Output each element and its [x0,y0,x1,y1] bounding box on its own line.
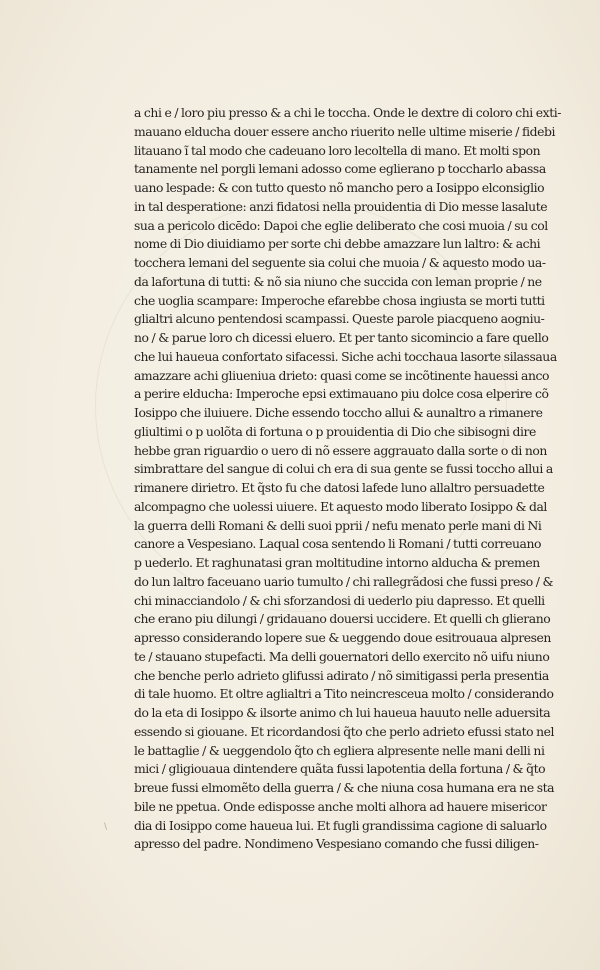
text-line: che benche perlo adrieto glifussi adirato / nõ simitigassi perla presentia [134,667,549,683]
text-line: dia di Iosippo come haueua lui. Et fugli grandissima cagione di saluarlo [134,817,547,833]
text-line: mauano elducha douer essere ancho riuerito nelle ultime miserie / fidebi [134,123,556,139]
text-block [134,104,564,854]
text-line: no / & parue loro ch dicessi eluero. Et per tanto sicomincio a fare quello [134,330,549,345]
text-line: amazzare achi gliueniua drieto: quasi come se incõtinente hauessi anco [134,367,549,383]
text-line: da lafortuna di tutti: & nõ sia niuno che succida con leman proprie / ne [134,273,542,289]
text-line: sua a pericolo dicēdo: Dapoi che eglie deliberato che cosi muoia / su col [134,217,548,233]
text-line: do la eta di Iosippo & ilsorte animo ch lui haueua hauuto nelle aduersita [134,705,551,720]
text-line: apresso del padre. Nondimeno Vespesiano comando che fussi diligen- [134,836,539,852]
text-line: hebbe gran riguardio o uero di nõ essere aggrauato dalla sorte o di non [134,442,547,458]
text-line: nome di Dio diuidiamo per sorte chi debbe amazzare lun laltro: & achi [134,236,541,252]
text-line: glialtri alcuno pentendosi scampassi. Queste parole piacqueno aogniu- [134,311,545,327]
text-line: che uoglia scampare: Imperoche efarebbe chosa ingiusta se morti tutti [134,292,545,308]
text-line: Iosippo che iluiuere. Diche essendo toccho allui & aunaltro a rimanere [134,405,543,420]
text-line: canore a Vespesiano. Laqual cosa sentendo li Romani / tutti correuano [134,536,541,552]
text-line: rimanere dirietro. Et q̃sto fu che datosi lafede luno allaltro persuadette [134,480,545,495]
text-line: litauano ĩ tal modo che cadeuano loro lecoltella di mano. Et molti spon [134,142,541,158]
text-line: mici / gligiouaua dintendere quãta fussi lapotentia della fortuna / & q̃to [134,761,546,777]
text-line: essendo si giouane. Et ricordandosi q̃to che perlo adrieto efussi stato nel [134,723,555,739]
text-line: tocchera lemani del seguente sia colui che muoia / & aquesto modo ua- [134,255,546,270]
text-line: simbrattare del sangue di colui ch era di sua gente se fussi toccho allui a [134,461,553,477]
text-line: do lun laltro faceuano uario tumulto / chi rallegrãdosi che fussi preso / & [134,573,554,589]
text-line: le battaglie / & ueggendolo q̃to ch egliera alpresente nelle mani delli ni [134,742,545,758]
text-line: bile ne ppetua. Onde edisposse anche molti alhora ad hauere misericor [134,798,547,814]
text-line: in tal desperatione: anzi fidatosi nella prouidentia di Dio messe lasalute [134,198,548,214]
margin-mark: \ [104,822,108,832]
text-line: tanamente nel porgli lemani adosso come eglierano p toccharlo abassa [134,161,546,177]
text-line: p uederlo. Et raghunatasi gran moltitudine intorno alducha & premen [134,555,540,570]
text-line: a chi e / loro piu presso & a chi le tocchа. Onde le dextre di coloro chi exti- [134,105,562,120]
text-line: gliultimi o p uolõta di fortuna o p prouidentia di Dio che sibisogni dire [134,423,536,439]
text-line: apresso considerando lopere sue & ueggendo doue esitrouaua alpresen [134,630,551,645]
text-line: breue fussi elmomẽto della guerra / & che niuna cosa humana era ne sta [134,780,555,795]
text-line: chi minacciandolo / & chi sforzandosi di uederlo piu dapresso. Et quelli [134,592,545,608]
text-line: alcompagno che uolessi uiuere. Et aquesto modo liberato Iosippo & dal [134,498,547,514]
text-line: di tale huomo. Et oltre aglialtri a Tito neincresceua molto / considerando [134,686,554,702]
text-line: te / stauano stupefacti. Ma delli gouernatori dello exercito nõ uifu niuno [134,648,550,664]
text-line: che erano piu dilungi / gridauano douersi uccidere. Et quelli ch glierano [134,611,551,627]
text-line: uano lespade: & con tutto questo nõ mancho pero a Iosippo elconsiglio [134,180,545,195]
text-line: la guerra delli Romani & delli suoi pprii / nefu menato perle mani di Ni [134,517,542,533]
text-line: a perire elducha: Imperoche epsi extimauano piu dolce cosa elperire cõ [134,386,549,402]
text-line: che lui haueua confortato sifacessi. Siche achi tocchaua lasorte silassaua [134,348,557,364]
